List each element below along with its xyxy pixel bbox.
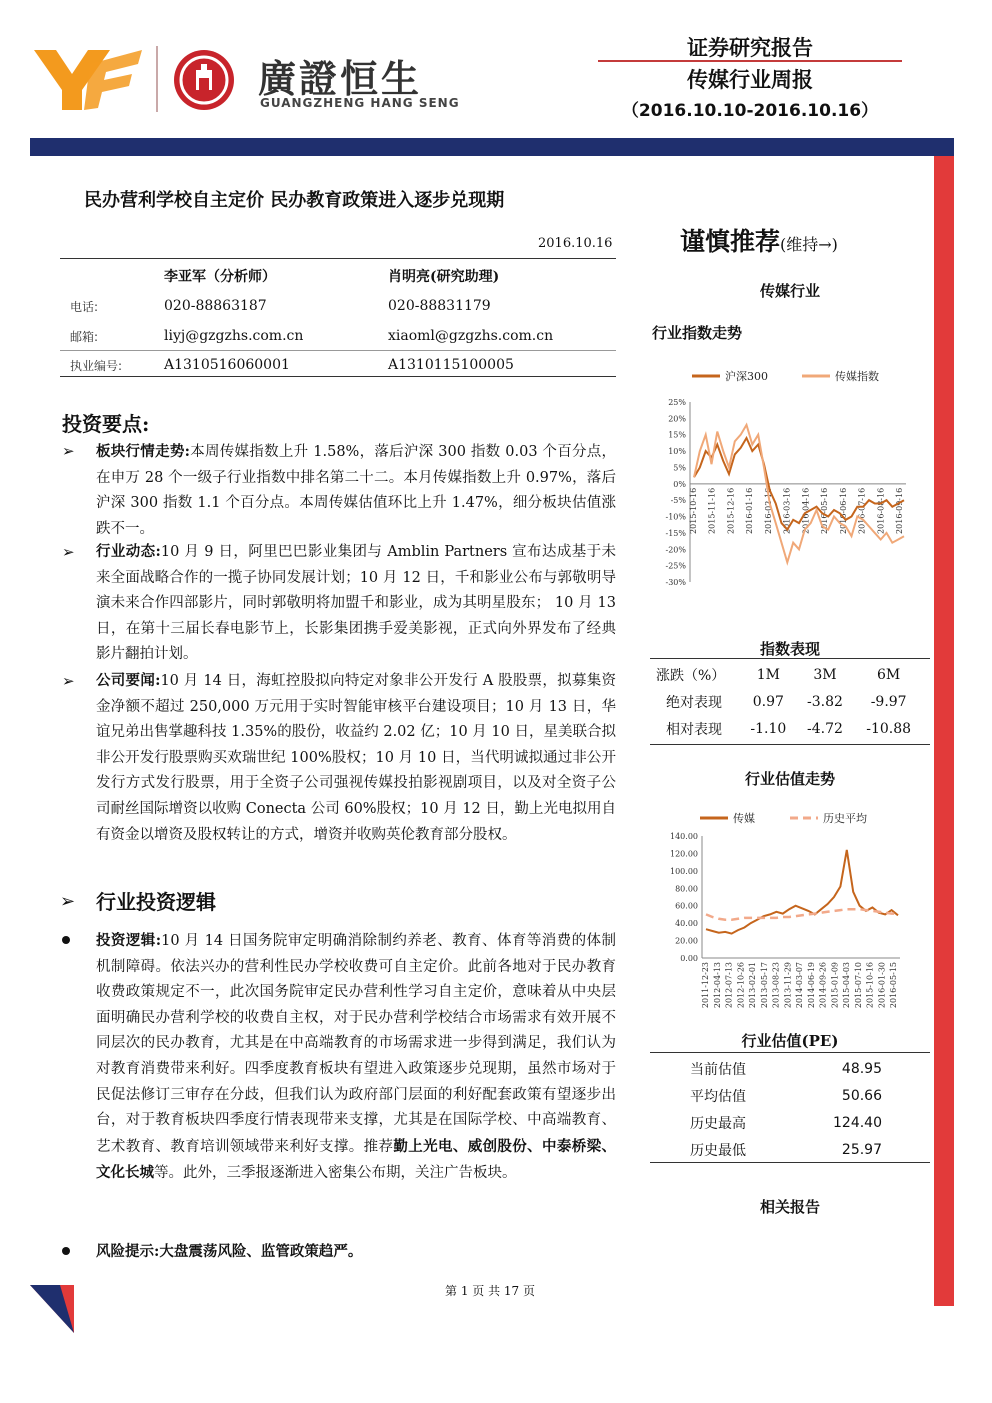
key-point-company-label: 公司要闻: (96, 672, 161, 689)
y-tick-label: 60.00 (675, 901, 698, 911)
perf-header-cell: 涨跌（%） (656, 667, 726, 684)
y-tick-label: 15% (668, 430, 686, 440)
x-tick-label: 2015-01-09 (830, 962, 840, 1009)
industry-label: 传媒行业 (759, 282, 820, 300)
pe-value: 50.66 (841, 1087, 882, 1104)
key-point-market-label: 板块行情走势: (96, 443, 190, 460)
company-emblem-icon (172, 48, 236, 112)
report-date: 2016.10.16 (538, 236, 613, 251)
analyst2-phone: 020-88831179 (388, 298, 491, 314)
x-tick-label: 2016-09-16 (895, 487, 904, 534)
pe-row (690, 1109, 900, 1136)
y-tick-label: 20.00 (675, 936, 698, 946)
x-tick-label: 2015-10-16 (865, 962, 875, 1009)
analyst2-name: 肖明亮(研究助理) (388, 269, 500, 285)
valuation-trend-chart (650, 806, 920, 1020)
logic-label: 投资逻辑: (96, 932, 162, 949)
corner-decoration-icon (30, 1285, 74, 1333)
x-tick-label: 2014-09-26 (818, 962, 828, 1009)
dot-bullet-icon (62, 936, 70, 944)
key-point-industry (96, 539, 616, 667)
logo-divider (156, 46, 158, 112)
key-point-industry-label: 行业动态: (96, 543, 161, 560)
brand-logo-icon (34, 46, 144, 112)
perf-cell: 0.97 (752, 693, 784, 710)
x-tick-label: 2016-04-16 (801, 487, 811, 534)
series-line (706, 850, 898, 934)
key-point-market-text: 本周传媒指数上升 1.58%，落后沪深 300 指数 0.03 个百分点，在申万 28 个一级子行业指数中排名第二十二。本月传媒指数上升 0.97%，落后沪深 300 指数 1.1 个百分点。本周传媒估值环比上升 1.47%，细分板块估值涨跌不一。 (96, 444, 616, 537)
y-tick-label: 80.00 (675, 884, 698, 894)
pe-table (690, 1055, 900, 1163)
pe-row (690, 1136, 900, 1163)
pe-row (690, 1082, 900, 1109)
x-tick-label: 2016-02-16 (763, 487, 773, 534)
series-line (706, 909, 898, 920)
x-tick-label: 2012-07-13 (724, 962, 734, 1009)
x-tick-label: 2015-04-03 (842, 962, 851, 1009)
y-tick-label: 40.00 (675, 919, 698, 929)
perf-cell: -3.82 (807, 693, 843, 710)
risk-paragraph (96, 1239, 616, 1265)
perf-row (656, 715, 924, 742)
brand-name-cn: 廣證恒生 (258, 57, 423, 101)
perf-header-cell: 1M (756, 666, 780, 683)
x-tick-label: 2012-04-13 (712, 962, 722, 1009)
key-point-company (96, 668, 616, 873)
x-tick-label: 2011-12-23 (701, 962, 710, 1009)
key-point-company-text: 10 月 14 日，海虹控股拟向特定对象非公开发行 A 股股票，拟募集资金净额不超过 250,000 万元用于实时智能审核平台建设项目；10 月 13 日，华谊兄弟出售掌趣科技 1.35%的股份，收益约 2.02 亿；10 月 10 日，星美联合拟非公开发行股票购买欢瑞世纪 100%股权；10 月 10 日，当代明诚拟通过非公开发行方式发行股票，用于全资子公司强视传媒投拍影视剧项目，以及对全资子公司耐丝国际增资以收购 Conecta 公司 60%股权；10 月 12 日，勤上光电拟用自有资金以增资及股权转让的方式，增资并收购英伦教育部分股权。 (96, 673, 616, 843)
y-tick-label: -15% (665, 528, 686, 538)
x-tick-label: 2016-03-16 (782, 487, 792, 534)
x-tick-label: 2016-08-16 (876, 487, 886, 534)
x-tick-label: 2015-10-16 (689, 487, 698, 534)
x-tick-label: 2016-01-30 (877, 962, 887, 1009)
report-period: （2016.10.10-2016.10.16） (621, 101, 879, 121)
y-tick-label: 140.00 (670, 832, 698, 841)
key-point-industry-text: 10 月 9 日，阿里巴巴影业集团与 Amblin Partners 宣布达成基于未来全面战略合作的一揽子协同发展计划；10 月 12 日，千和影业公布与郭敬明导演未来合作四部影片，同时郭敬明将加盟千和影业，成为其明星股东； 10 月 13 日，在第十三届长春电影节上，长影集团携手爱美影视，正式向外界发布了经典影片翻拍计划。 (96, 544, 617, 663)
x-tick-label: 2016-05-16 (820, 487, 830, 534)
header-divider (598, 60, 902, 62)
x-tick-label: 2014-06-19 (806, 962, 816, 1009)
side-stripe (934, 156, 954, 1306)
perf-cell: -1.10 (750, 720, 787, 737)
logic-tail: 等。此外，三季报逐渐进入密集公布期，关注广告板块。 (154, 1165, 517, 1182)
analyst1-license: A1310516060001 (164, 357, 290, 373)
x-tick-label: 2013-11-29 (783, 962, 793, 1009)
report-title: 民办营利学校自主定价 民办教育政策进入逐步兑现期 (84, 190, 505, 211)
legend-label: 沪深300 (725, 370, 768, 383)
logic-heading: 行业投资逻辑 (96, 890, 216, 914)
y-tick-label: -30% (665, 578, 686, 587)
x-tick-label: 2016-06-16 (838, 487, 848, 534)
performance-table (656, 661, 924, 742)
x-tick-label: 2013-02-01 (748, 962, 757, 1009)
pe-row (690, 1055, 900, 1082)
document-subtype: 传媒行业周报 (687, 68, 813, 92)
perf-cell: -4.72 (807, 720, 843, 737)
pe-label: 历史最高 (690, 1115, 746, 1132)
dot-bullet-icon (62, 1247, 70, 1255)
analyst1-name: 李亚军（分析师） (164, 269, 276, 285)
perf-row (656, 688, 924, 715)
page-number: 第 1 页 共 17 页 (445, 1284, 535, 1298)
pe-label: 当前估值 (690, 1061, 746, 1078)
y-tick-label: -5% (670, 496, 686, 506)
y-tick-label: -25% (665, 561, 686, 571)
contact-bottom-rule (60, 376, 616, 377)
rating-label: 谨慎推荐 (680, 227, 781, 256)
key-points-heading: 投资要点: (62, 412, 150, 436)
y-tick-label: 100.00 (670, 866, 698, 876)
contact-mid-rule (60, 350, 616, 351)
header-band (30, 138, 954, 156)
perf-header-cell: 3M (813, 666, 837, 683)
recommended-stocks: 勤上光电、威创股份、中泰桥梁、文化长城 (96, 1137, 617, 1182)
pe-value: 48.95 (841, 1060, 882, 1077)
y-tick-label: 5% (673, 463, 686, 473)
x-tick-label: 2016-01-16 (745, 487, 755, 534)
legend-label: 传媒 (733, 812, 755, 825)
arrow-bullet-icon: ➢ (62, 672, 75, 690)
perf-row-label: 相对表现 (666, 721, 722, 738)
performance-title: 指数表现 (759, 640, 820, 658)
rating-note: (维持→) (780, 235, 838, 254)
contact-top-rule (60, 258, 616, 259)
analyst1-email[interactable]: liyj@gzgzhs.com.cn (164, 328, 304, 344)
y-tick-label: 120.00 (670, 849, 698, 859)
pe-label: 平均估值 (690, 1088, 746, 1105)
y-tick-label: 25% (668, 398, 686, 407)
y-tick-label: 0% (673, 479, 686, 489)
rating (680, 222, 838, 258)
x-tick-label: 2015-07-10 (853, 962, 863, 1009)
perf-header-cell: 6M (877, 666, 901, 683)
index-trend-chart (650, 360, 920, 596)
pe-value: 25.97 (841, 1141, 882, 1158)
pe-label: 历史最低 (690, 1142, 746, 1159)
related-reports-title: 相关报告 (759, 1198, 820, 1216)
risk-text: 大盘震荡风险、监管政策趋严。 (159, 1243, 363, 1260)
x-tick-label: 2016-05-15 (889, 962, 898, 1009)
license-label: 执业编号: (70, 359, 123, 373)
perf-cell: -9.97 (870, 693, 907, 710)
valuation-trend-title: 行业估值走势 (744, 770, 835, 788)
email-label: 邮箱: (70, 330, 99, 344)
x-tick-label: 2012-10-26 (736, 962, 746, 1009)
legend-label: 传媒指数 (835, 370, 879, 383)
perf-row-label: 绝对表现 (666, 694, 722, 711)
arrow-bullet-icon: ➢ (62, 543, 75, 561)
index-trend-title: 行业指数走势 (652, 324, 743, 342)
brand-name-en: GUANGZHENG HANG SENG (260, 96, 460, 110)
key-point-market (96, 439, 616, 541)
x-tick-label: 2015-11-16 (707, 487, 717, 534)
x-tick-label: 2013-08-23 (771, 962, 781, 1009)
y-tick-label: -10% (665, 512, 686, 522)
x-tick-label: 2015-12-16 (726, 487, 736, 534)
logic-paragraph (96, 928, 616, 1236)
perf-bottom-rule (650, 744, 930, 745)
pe-bottom-rule (650, 1162, 930, 1163)
perf-header-row (656, 661, 924, 688)
x-tick-label: 2013-05-17 (759, 962, 769, 1009)
y-tick-label: 10% (668, 447, 686, 457)
y-tick-label: 0.00 (680, 954, 698, 963)
pe-title: 行业估值(PE) (741, 1032, 839, 1050)
legend-label: 历史平均 (823, 812, 867, 825)
analyst2-license: A1310115100005 (388, 357, 514, 373)
document-type: 证券研究报告 (687, 36, 813, 60)
risk-label: 风险提示: (96, 1243, 160, 1260)
phone-label: 电话: (70, 300, 99, 314)
pe-top-rule (650, 1052, 930, 1053)
x-tick-label: 2014-03-07 (795, 962, 804, 1009)
y-tick-label: 20% (668, 414, 686, 424)
x-tick-label: 2016-07-16 (857, 487, 867, 534)
arrow-bullet-icon: ➢ (60, 891, 76, 912)
pe-value: 124.40 (833, 1114, 882, 1131)
arrow-bullet-icon: ➢ (62, 442, 75, 460)
logic-text: 10 月 14 日国务院审定明确消除制约养老、教育、体育等消费的体制机制障碍。依法兴办的营利性民办学校收费可自主定价。此前各地对于民办教育收费政策规定不一，此次国务院审定民办营利性学习自主定价，意味着从中央层面明确民办营利学校的收费自主权，对于民办营利学校结合市场需求有效开展不同层次的民办教育，尤其是在中高端教育的市场需求进一步得到满足，我们认为对教育消费带来利好。四季度教育板块有望进入政策逐步兑现期，虽然市场对于民促法修订三审存在分歧，但我们认为政府部门层面的利好配套政策有望逐步出台，对于教育板块四季度行情表现带来支撑，尤其是在国际学校、中高端教育、艺术教育、教育培训领域带来利好支撑。推荐 (96, 933, 616, 1155)
perf-top-rule (650, 658, 930, 659)
analyst1-phone: 020-88863187 (164, 298, 267, 314)
perf-cell: -10.88 (866, 720, 912, 737)
y-tick-label: -20% (665, 545, 686, 555)
analyst2-email[interactable]: xiaoml@gzgzhs.com.cn (388, 328, 554, 344)
